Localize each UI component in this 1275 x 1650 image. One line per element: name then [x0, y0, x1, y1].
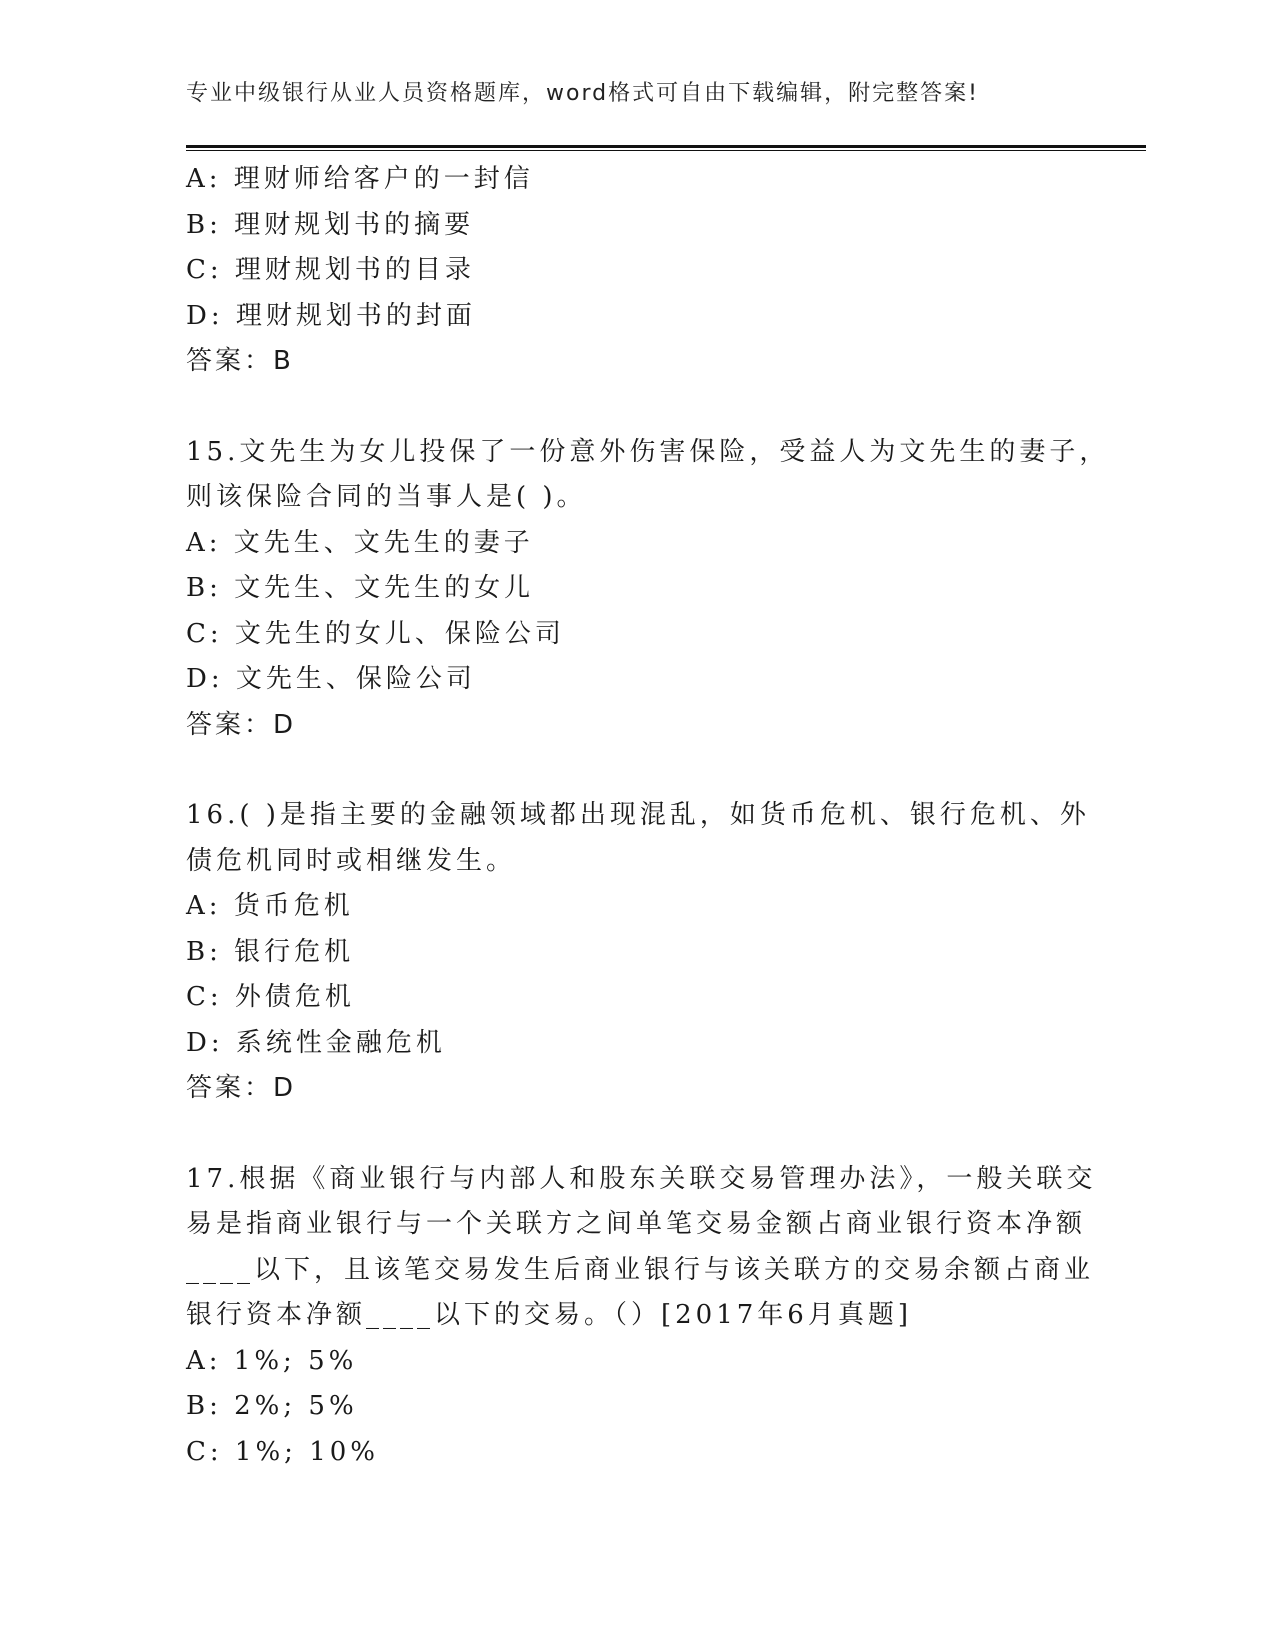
- question-stem-line: ____以下，且该笔交易发生后商业银行与该关联方的交易余额占商业: [186, 1254, 1095, 1285]
- question-14: [186, 157, 1086, 385]
- option-c: C: 理财规划书的目录: [186, 255, 475, 285]
- question-16: [186, 793, 1090, 1112]
- spacer: [186, 1112, 1086, 1157]
- answer: 答案：D: [186, 1073, 297, 1103]
- option-d: D: 文先生、保险公司: [186, 664, 476, 694]
- header-divider-thick: [186, 145, 1146, 148]
- question-stem-line: 银行资本净额____以下的交易。（）[2017年6月真题]: [186, 1300, 912, 1330]
- question-17: [186, 1157, 1097, 1476]
- answer: 答案：B: [186, 346, 294, 376]
- question-stem-line: 17.根据《商业银行与内部人和股东关联交易管理办法》，一般关联交: [186, 1163, 1097, 1194]
- option-b: B: 理财规划书的摘要: [186, 209, 475, 240]
- page-header: 专业中级银行从业人员资格题库，word格式可自由下载编辑，附完整答案!: [186, 81, 979, 106]
- question-stem-line: 16.( )是指主要的金融领域都出现混乱，如货币危机、银行危机、外: [186, 800, 1090, 830]
- option-c: C: 文先生的女儿、保险公司: [186, 618, 565, 649]
- option-b: B: 银行危机: [186, 936, 355, 967]
- question-stem-line: 15.文先生为女儿投保了一份意外伤害保险，受益人为文先生的妻子，: [186, 436, 1110, 467]
- question-stem-line: 易是指商业银行与一个关联方之间单笔交易金额占商业银行资本净额: [186, 1209, 1087, 1239]
- spacer: [186, 385, 1086, 430]
- option-b: B: 文先生、文先生的女儿: [186, 573, 535, 603]
- option-a: A: 文先生、文先生的妻子: [186, 527, 534, 558]
- header-divider-thin: [186, 150, 1146, 151]
- option-c: C: 外债危机: [186, 982, 355, 1012]
- option-a: A: 1%; 5%: [186, 1345, 358, 1376]
- option-c: C: 1%; 10%: [186, 1436, 379, 1467]
- option-a: A: 理财师给客户的一封信: [186, 164, 534, 194]
- question-content: [186, 157, 1110, 1475]
- question-stem-line: 债危机同时或相继发生。: [186, 845, 517, 876]
- answer: 答案：D: [186, 709, 297, 740]
- question-15: [186, 430, 1110, 749]
- option-b: B: 2%; 5%: [186, 1391, 358, 1421]
- question-stem-line: 则该保险合同的当事人是( )。: [186, 482, 587, 512]
- option-a: A: 货币危机: [186, 891, 354, 921]
- option-d: D: 系统性金融危机: [186, 1027, 446, 1058]
- spacer: [186, 748, 1086, 793]
- option-d: D: 理财规划书的封面: [186, 300, 476, 331]
